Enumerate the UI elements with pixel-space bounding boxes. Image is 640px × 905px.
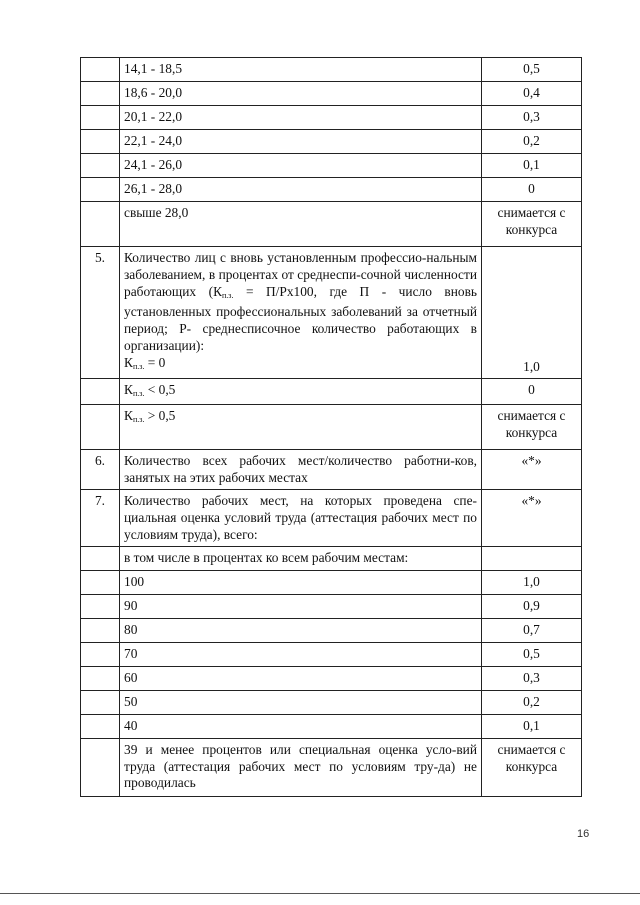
row-number-cell [81, 106, 120, 130]
criterion-cell [120, 714, 482, 738]
criterion-text: 100 [124, 573, 145, 589]
table-row [81, 82, 582, 106]
score-cell [482, 546, 582, 570]
table-row [81, 405, 582, 450]
subscript-text: п.з. [132, 415, 145, 425]
table-row [81, 247, 582, 379]
table-row [81, 58, 582, 82]
row-number-cell [81, 642, 120, 666]
score-cell: снимается с конкурса [482, 202, 582, 247]
criterion-cell [120, 378, 482, 405]
criterion-cell [120, 58, 482, 82]
table-row [81, 666, 582, 690]
table-row [81, 690, 582, 714]
row-number-cell [81, 130, 120, 154]
table-row [81, 106, 582, 130]
row-number-cell [81, 738, 120, 796]
criterion-text: 22,1 - 24,0 [124, 133, 183, 148]
criterion-text: < 0,5 [144, 381, 176, 397]
criterion-text: Количество всех рабочих мест/количество работни-ков, занятых на этих рабочих местах [124, 453, 477, 486]
criterion-cell [120, 405, 482, 450]
criterion-cell [120, 106, 482, 130]
criterion-text: Количество лиц с вновь установленным профессио-нальным заболеванием, в процентах от среднеспи-сочной численности работающих (К [124, 250, 477, 299]
criterion-cell [120, 690, 482, 714]
criterion-text: свыше 28,0 [124, 205, 189, 220]
criterion-cell [120, 666, 482, 690]
criterion-text: > 0,5 [144, 408, 176, 424]
score-cell: 0,5 [482, 58, 582, 82]
criterion-text: = П/Рх100, где П - число вновь установленных профессиональных заболеваний за отчетный период; Р- среднесписочное количество работающих в организации): [124, 283, 478, 353]
criterion-cell [120, 82, 482, 106]
table-row [81, 738, 582, 796]
score-cell: снимается с конкурса [482, 405, 582, 450]
subscript-text: п.з. [132, 388, 145, 398]
criterion-text: К [124, 381, 133, 397]
row-number-cell [81, 154, 120, 178]
criterion-text: 24,1 - 26,0 [124, 157, 183, 172]
row-number-cell [81, 405, 120, 450]
score-cell: 0,3 [482, 666, 582, 690]
table-row [81, 130, 582, 154]
score-cell: 0,7 [482, 618, 582, 642]
score-cell: 0,5 [482, 642, 582, 666]
criterion-text: 14,1 - 18,5 [124, 61, 183, 76]
table-row [81, 714, 582, 738]
criterion-cell [120, 130, 482, 154]
criterion-cell [120, 178, 482, 202]
criterion-text: 20,1 - 22,0 [124, 109, 183, 124]
criterion-text: 40 [124, 717, 138, 733]
score-cell: 0,3 [482, 106, 582, 130]
table-row [81, 618, 582, 642]
table-row [81, 570, 582, 594]
criterion-text: К [124, 408, 133, 424]
row-number-cell [81, 178, 120, 202]
criterion-text: К [124, 354, 133, 370]
criterion-cell [120, 490, 482, 546]
score-cell: 0,4 [482, 82, 582, 106]
row-number-cell [81, 714, 120, 738]
table-row [81, 154, 582, 178]
table-row [81, 490, 582, 546]
table-row [81, 642, 582, 666]
row-number-cell [81, 570, 120, 594]
table-row [81, 178, 582, 202]
row-number-cell: 5. [81, 247, 120, 379]
row-number-cell: 6. [81, 450, 120, 490]
criterion-text: 18,6 - 20,0 [124, 85, 183, 100]
criterion-cell [120, 618, 482, 642]
scan-edge-line [0, 893, 640, 894]
row-number-cell [81, 666, 120, 690]
score-cell: 0,2 [482, 690, 582, 714]
row-number-cell [81, 58, 120, 82]
row-number-cell [81, 202, 120, 247]
criterion-text: 39 и менее процентов или специальная оценка усло-вий труда (аттестация рабочих мест по условиям тру-да) не проводилась [124, 741, 477, 791]
page-number: 16 [577, 828, 590, 840]
score-cell: 1,0 [482, 570, 582, 594]
criterion-text: 70 [124, 645, 138, 661]
criterion-cell [120, 154, 482, 178]
score-cell: «*» [482, 490, 582, 546]
score-cell: «*» [482, 450, 582, 490]
criterion-text: 80 [124, 621, 138, 637]
subscript-text: п.з. [222, 290, 234, 300]
score-cell: 0 [482, 378, 582, 405]
score-cell: 0,1 [482, 154, 582, 178]
criterion-cell [120, 594, 482, 618]
criterion-text: 90 [124, 597, 138, 613]
row-number-cell [81, 690, 120, 714]
table-row [81, 378, 582, 405]
criterion-text: = 0 [144, 354, 166, 370]
table-row [81, 594, 582, 618]
criterion-cell [120, 546, 482, 570]
table-row [81, 202, 582, 247]
criterion-text: Количество рабочих мест, на которых проведена спе-циальная оценка условий труда (аттестация рабочих мест по условиям труда), всего: [124, 493, 477, 542]
score-cell: снимается с конкурса [482, 738, 582, 796]
subscript-text: п.з. [132, 361, 145, 371]
criteria-table [80, 57, 582, 797]
criterion-cell [120, 570, 482, 594]
table-row [81, 450, 582, 490]
criterion-text: 60 [124, 669, 138, 685]
table-row [81, 546, 582, 570]
score-cell: 0,9 [482, 594, 582, 618]
table-body [81, 58, 582, 797]
row-number-cell [81, 546, 120, 570]
row-number-cell [81, 378, 120, 405]
criterion-cell [120, 642, 482, 666]
score-cell: 0,2 [482, 130, 582, 154]
criterion-text: 50 [124, 693, 138, 709]
score-cell: 0,1 [482, 714, 582, 738]
criterion-cell [120, 202, 482, 247]
criterion-cell [120, 738, 482, 796]
criterion-text: 26,1 - 28,0 [124, 181, 183, 196]
row-number-cell [81, 82, 120, 106]
score-cell: 0 [482, 178, 582, 202]
criterion-cell [120, 450, 482, 490]
criterion-cell [120, 247, 482, 379]
row-number-cell [81, 618, 120, 642]
score-cell: 1,0 [482, 247, 582, 379]
criterion-text: в том числе в процентах ко всем рабочим местам: [124, 549, 409, 565]
row-number-cell: 7. [81, 490, 120, 546]
row-number-cell [81, 594, 120, 618]
